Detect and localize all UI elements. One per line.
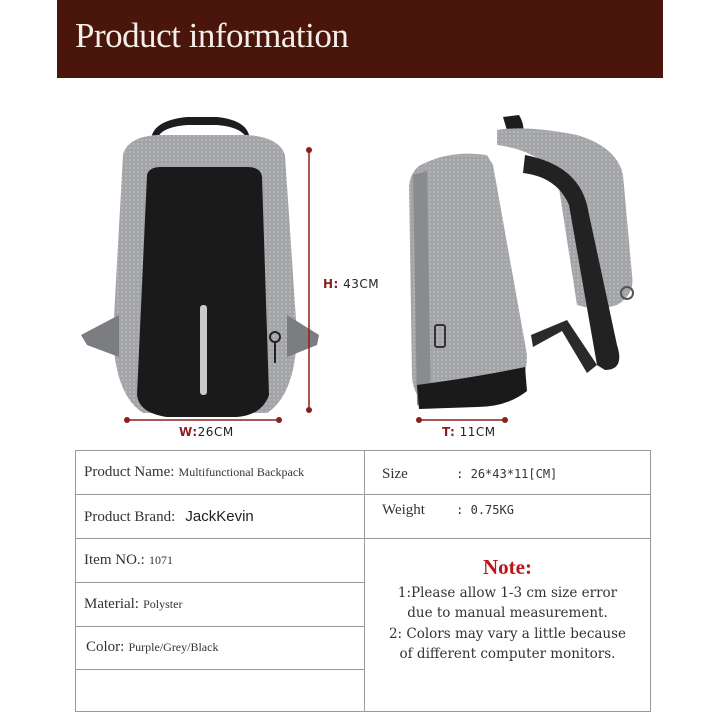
product-name-row [84, 464, 304, 481]
side-view-backpack [409, 115, 633, 409]
material-row [84, 596, 182, 613]
material-value: Polyster [143, 597, 183, 611]
front-view-backpack [81, 117, 319, 417]
color-row [86, 639, 218, 656]
backpack-images [57, 95, 663, 445]
size-label: Size [382, 466, 408, 482]
height-label: H: 43CM [323, 277, 380, 291]
item-number-row [84, 552, 173, 569]
note-line-4: of different computer monitors. [399, 646, 616, 662]
product-brand-row [84, 508, 254, 526]
product-brand-label: Product Brand: [84, 509, 176, 525]
note-line-3: 2: Colors may vary a little because [388, 626, 627, 642]
weight-label: Weight [382, 502, 425, 518]
color-value: Purple/Grey/Black [128, 640, 219, 654]
thickness-label: T: 11CM [442, 425, 496, 439]
width-label: W:26CM [179, 425, 234, 439]
weight-value: : 0.75KG [456, 503, 514, 517]
note-box [365, 539, 650, 711]
item-number-label: Item NO.: [84, 552, 145, 568]
weight-row [382, 502, 514, 519]
note-line-2: due to manual measurement. [407, 605, 608, 621]
product-illustration [57, 95, 663, 445]
color-label: Color: [86, 639, 125, 655]
product-spec-table [75, 450, 651, 712]
product-name-value: Multifunctional Backpack [178, 465, 305, 479]
item-number-value: 1071 [148, 553, 173, 567]
size-value: : 26*43*11[CM] [456, 467, 558, 481]
material-label: Material: [84, 596, 139, 612]
height-dimension-line [306, 147, 312, 413]
thickness-dimension-line [416, 417, 508, 423]
note-line-1: 1:Please allow 1-3 cm size error [397, 585, 618, 601]
size-row [382, 466, 557, 483]
product-name-label: Product Name: [84, 464, 175, 480]
header-banner [57, 0, 663, 78]
page-title: Product information [75, 16, 349, 55]
note-title: Note: [483, 555, 532, 579]
product-brand-value: JackKevin [185, 508, 254, 525]
width-dimension-line [124, 417, 282, 423]
